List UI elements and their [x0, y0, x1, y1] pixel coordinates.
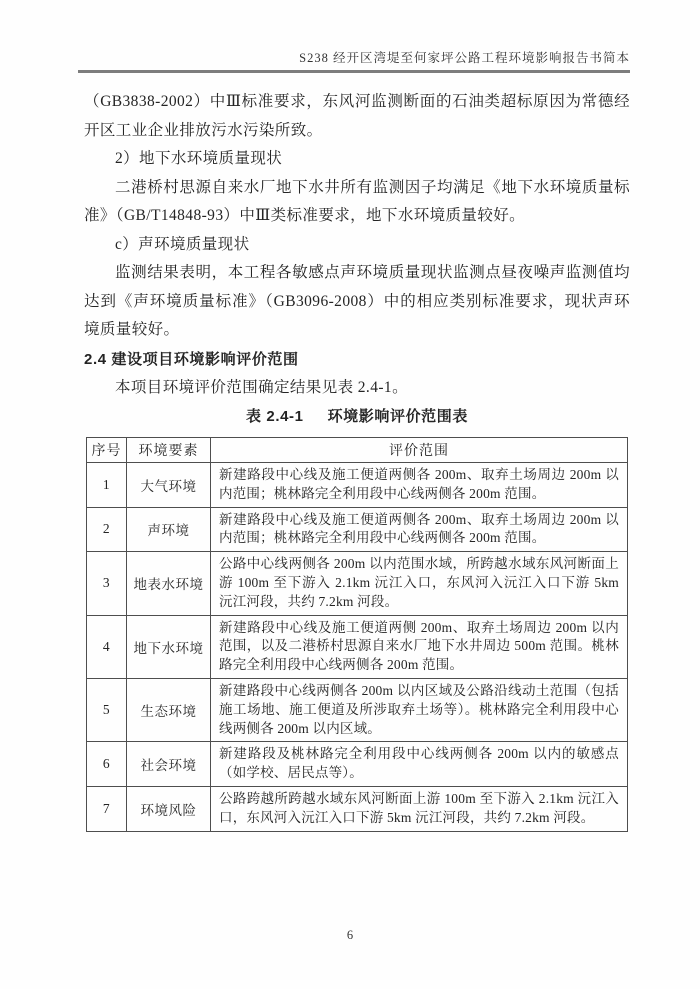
factor-cell: 声环境 [127, 507, 211, 552]
row-number-cell: 6 [87, 742, 127, 787]
table-caption-label: 表 2.4-1 [246, 408, 304, 425]
page-number: 6 [346, 928, 354, 942]
table-caption [84, 403, 630, 430]
paragraph-table-reference: 本项目环境评价范围确定结果见表 2.4-1。 [115, 378, 408, 396]
scope-cell: 新建路段及桃林路完全利用段中心线两侧各 200m 以内的敏感点（如学校、居民点等）。 [211, 742, 628, 787]
row-number-cell: 7 [87, 786, 127, 831]
running-header-title: S238 经开区湾堤至何家坪公路工程环境影响报告书简本 [299, 51, 630, 65]
table-row [87, 463, 628, 508]
column-header-scope: 评价范围 [211, 438, 628, 463]
scope-cell: 新建路段中心线及施工便道两侧各 200m、取弃土场周边 200m 以内范围；桃林路完全利用段中心线两侧各 200m 范围。 [211, 463, 628, 508]
scope-cell: 新建路段中心线及施工便道两侧 200m、取弃土场周边 200m 以内范围，以及二港桥村思源自来水厂地下水井周边 500m 范围。桃林路完全利用段中心线两侧各 200m 范围。 [211, 615, 628, 678]
table-row [87, 552, 628, 615]
paragraph-surface-water-status: （GB3838-2002）中Ⅲ标准要求，东风河监测断面的石油类超标原因为常德经开区工业企业排放污水污染所致。 [84, 93, 630, 139]
table-body [87, 463, 628, 832]
table-row [87, 507, 628, 552]
row-number-cell: 4 [87, 615, 127, 678]
table-header-row [87, 438, 628, 463]
table-caption-title: 环境影响评价范围表 [327, 408, 468, 425]
document-body [84, 73, 630, 832]
table-row [87, 742, 628, 787]
scope-cell: 公路跨越所跨越水域东风河断面上游 100m 至下游入 2.1km 沅江入口，东风河入沅江入口下游 5km 沅江河段，共约 7.2km 河段。 [211, 786, 628, 831]
column-header-number: 序号 [87, 438, 127, 463]
factor-cell: 地表水环境 [127, 552, 211, 615]
subheading-groundwater-status: 2）地下水环境质量现状 [115, 150, 283, 167]
column-header-factor: 环境要素 [127, 438, 211, 463]
factor-cell: 地下水环境 [127, 615, 211, 678]
scope-cell: 新建路段中心线及施工便道两侧各 200m、取弃土场周边 200m 以内范围；桃林路完全利用段中心线两侧各 200m 范围。 [211, 507, 628, 552]
subheading-acoustic-status: c）声环境质量现状 [115, 235, 250, 253]
running-header [78, 0, 630, 73]
factor-cell: 社会环境 [127, 742, 211, 787]
factor-cell: 大气环境 [127, 463, 211, 508]
row-number-cell: 2 [87, 507, 127, 552]
row-number-cell: 3 [87, 552, 127, 615]
table-row [87, 678, 628, 741]
row-number-cell: 1 [87, 463, 127, 508]
section-heading-2-4: 2.4 建设项目环境影响评价范围 [84, 350, 299, 368]
paragraph-acoustic-status: 监测结果表明，本工程各敏感点声环境质量现状监测点昼夜噪声监测值均达到《声环境质量标准》（GB3096-2008）中的相应类别标准要求，现状声环境质量较好。 [84, 264, 630, 338]
row-number-cell: 5 [87, 678, 127, 741]
factor-cell: 生态环境 [127, 678, 211, 741]
table-row [87, 786, 628, 831]
paragraph-groundwater-status: 二港桥村思源自来水厂地下水井所有监测因子均满足《地下水环境质量标准》（GB/T14848-93）中Ⅲ类标准要求，地下水环境质量较好。 [84, 178, 630, 224]
evaluation-scope-table [86, 437, 628, 832]
table-row [87, 615, 628, 678]
factor-cell: 环境风险 [127, 786, 211, 831]
scope-cell: 新建路段中心线两侧各 200m 以内区域及公路沿线动土范围（包括施工场地、施工便道及所涉取弃土场等）。桃林路完全利用段中心线两侧各 200m 以内区域。 [211, 678, 628, 741]
scope-cell: 公路中心线两侧各 200m 以内范围水域，所跨越水域东风河断面上游 100m 至下游入 2.1km 沅江入口，东风河入沅江入口下游 5km 沅江河段，共约 7.2km 河段。 [211, 552, 628, 615]
